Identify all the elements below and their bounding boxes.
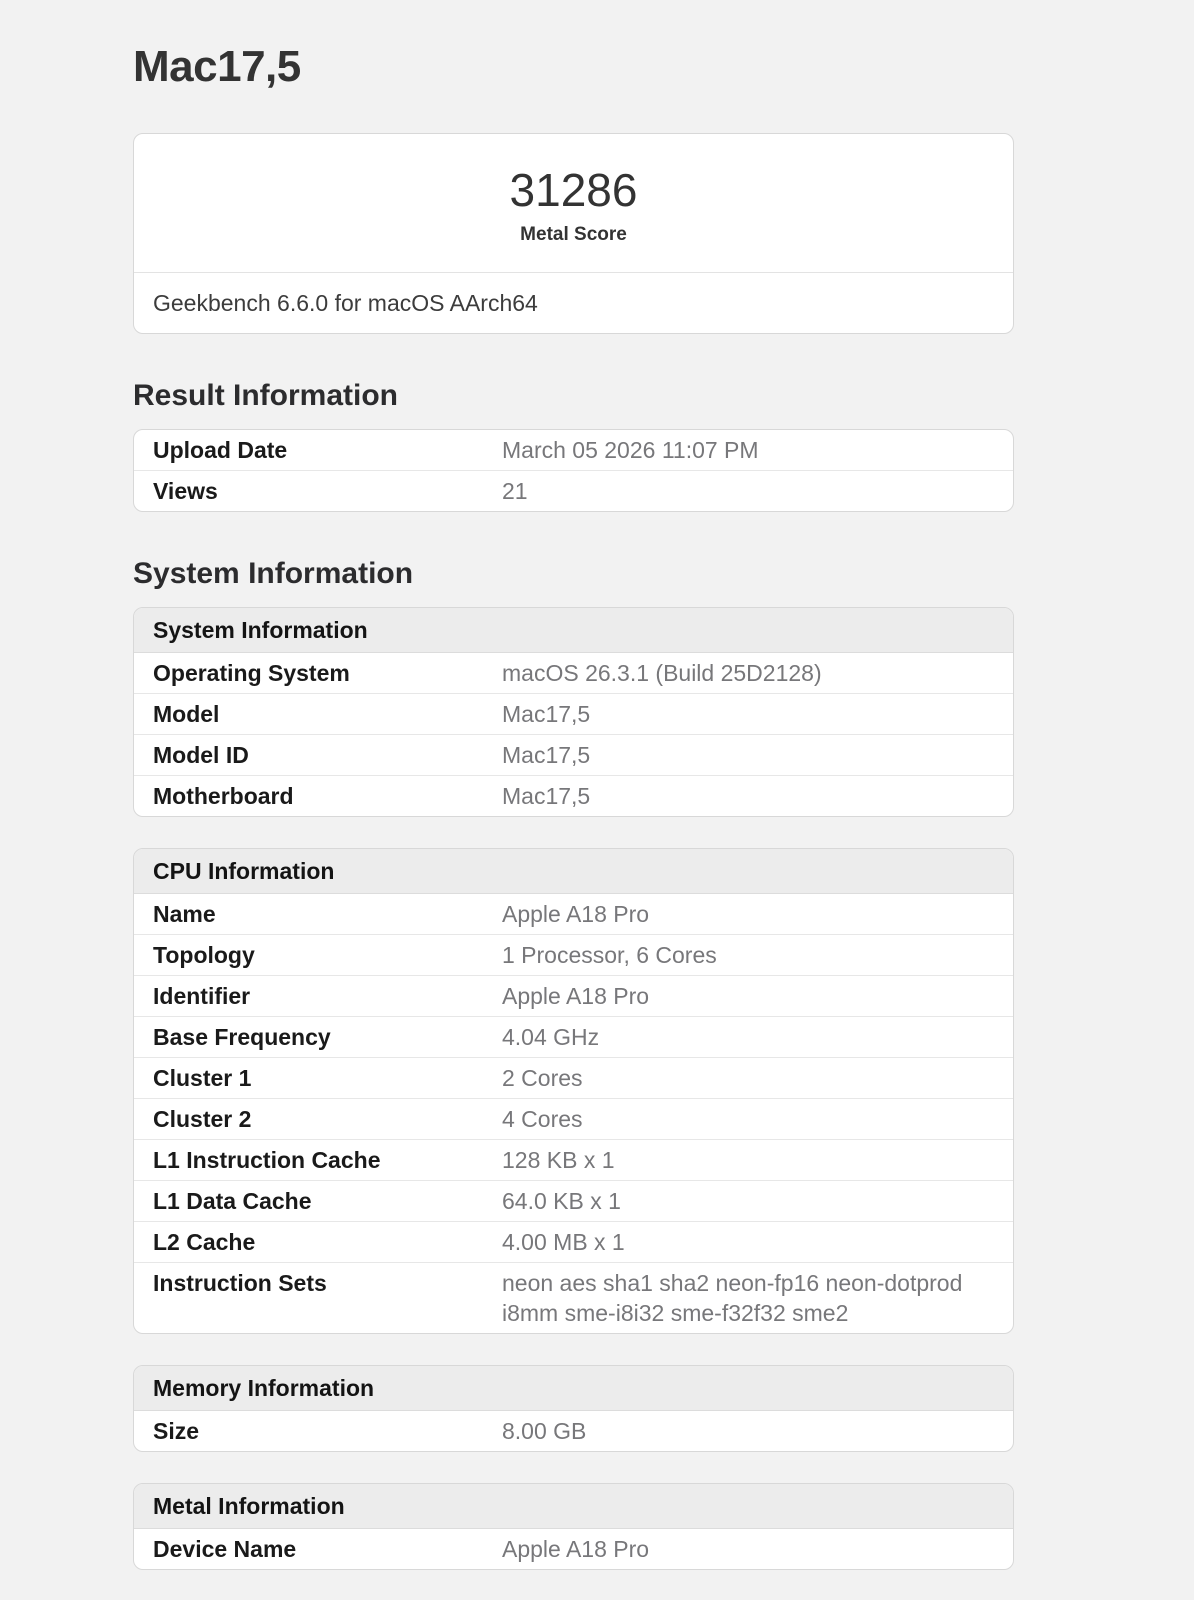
metal-score-value: 31286 (509, 163, 638, 216)
row-value: Mac17,5 (502, 701, 591, 728)
row-label: Device Name (153, 1536, 297, 1563)
table-row (134, 693, 1013, 734)
row-value: 2 Cores (502, 1065, 583, 1092)
score-summary (134, 134, 1013, 273)
row-value: Apple A18 Pro (502, 1536, 650, 1563)
row-value: 128 KB x 1 (502, 1147, 615, 1174)
table-row (134, 1221, 1013, 1262)
table-row (134, 1411, 1013, 1451)
row-value: 1 Processor, 6 Cores (502, 942, 717, 969)
table-row (134, 734, 1013, 775)
row-label: Size (153, 1418, 200, 1445)
memory-information-card (133, 1365, 1014, 1452)
metal-score-label: Metal Score (520, 224, 627, 246)
row-value: 4.04 GHz (502, 1024, 600, 1051)
result-information-table (134, 430, 1013, 511)
table-row (134, 653, 1013, 693)
row-label: Instruction Sets (153, 1270, 327, 1297)
row-value: Apple A18 Pro (502, 901, 650, 928)
row-value: Mac17,5 (502, 742, 591, 769)
row-value: 8.00 GB (502, 1418, 587, 1445)
table-row (134, 1016, 1013, 1057)
card-title-memory-information: Memory Information (134, 1366, 1013, 1411)
row-label: Model ID (153, 742, 249, 769)
table-row (134, 775, 1013, 816)
row-value: Apple A18 Pro (502, 983, 650, 1010)
page-title: Mac17,5 (133, 42, 301, 91)
table-row (134, 894, 1013, 934)
table-row (134, 975, 1013, 1016)
card-title-cpu-information: CPU Information (134, 849, 1013, 894)
row-value: March 05 2026 11:07 PM (502, 437, 759, 464)
card-title-metal-information: Metal Information (134, 1484, 1013, 1529)
table-row (134, 1098, 1013, 1139)
cpu-information-table (134, 894, 1013, 1333)
metal-information-table (134, 1529, 1013, 1569)
section-heading-result-information: Result Information (133, 379, 399, 413)
row-label: Cluster 2 (153, 1106, 252, 1133)
row-label: Identifier (153, 983, 251, 1010)
row-label: Name (153, 901, 216, 928)
card-title-system-information: System Information (134, 608, 1013, 653)
row-label: Cluster 1 (153, 1065, 252, 1092)
row-value: 64.0 KB x 1 (502, 1188, 621, 1215)
memory-information-table (134, 1411, 1013, 1451)
benchmark-version-text: Geekbench 6.6.0 for macOS AArch64 (134, 272, 1013, 333)
table-row (134, 1180, 1013, 1221)
table-row (134, 1057, 1013, 1098)
row-value: 21 (502, 478, 528, 505)
row-label: Topology (153, 942, 255, 969)
table-row (134, 1139, 1013, 1180)
metal-information-card (133, 1483, 1014, 1570)
row-label: L1 Instruction Cache (153, 1147, 381, 1174)
row-label: Operating System (153, 660, 350, 687)
cpu-information-card (133, 848, 1014, 1334)
row-value: Mac17,5 (502, 783, 591, 810)
row-value: 4.00 MB x 1 (502, 1229, 625, 1256)
row-label: L2 Cache (153, 1229, 256, 1256)
table-row (134, 1529, 1013, 1569)
result-information-card (133, 429, 1014, 512)
row-label: Model (153, 701, 220, 728)
row-value: macOS 26.3.1 (Build 25D2128) (502, 660, 822, 687)
row-label: Views (153, 478, 218, 505)
row-label: L1 Data Cache (153, 1188, 312, 1215)
row-value: neon aes sha1 sha2 neon-fp16 neon-dotprod i8mm sme-i8i32 sme-f32f32 sme2 (502, 1270, 963, 1327)
system-information-table (134, 653, 1013, 816)
geekbench-result-page (133, 0, 1014, 1570)
row-label: Upload Date (153, 437, 288, 464)
row-value: 4 Cores (502, 1106, 583, 1133)
row-label: Motherboard (153, 783, 294, 810)
section-heading-system-information: System Information (133, 557, 414, 591)
system-information-card (133, 607, 1014, 817)
table-row (134, 934, 1013, 975)
table-row (134, 430, 1013, 470)
score-card (133, 133, 1014, 335)
table-row (134, 470, 1013, 511)
table-row (134, 1262, 1013, 1333)
row-label: Base Frequency (153, 1024, 331, 1051)
